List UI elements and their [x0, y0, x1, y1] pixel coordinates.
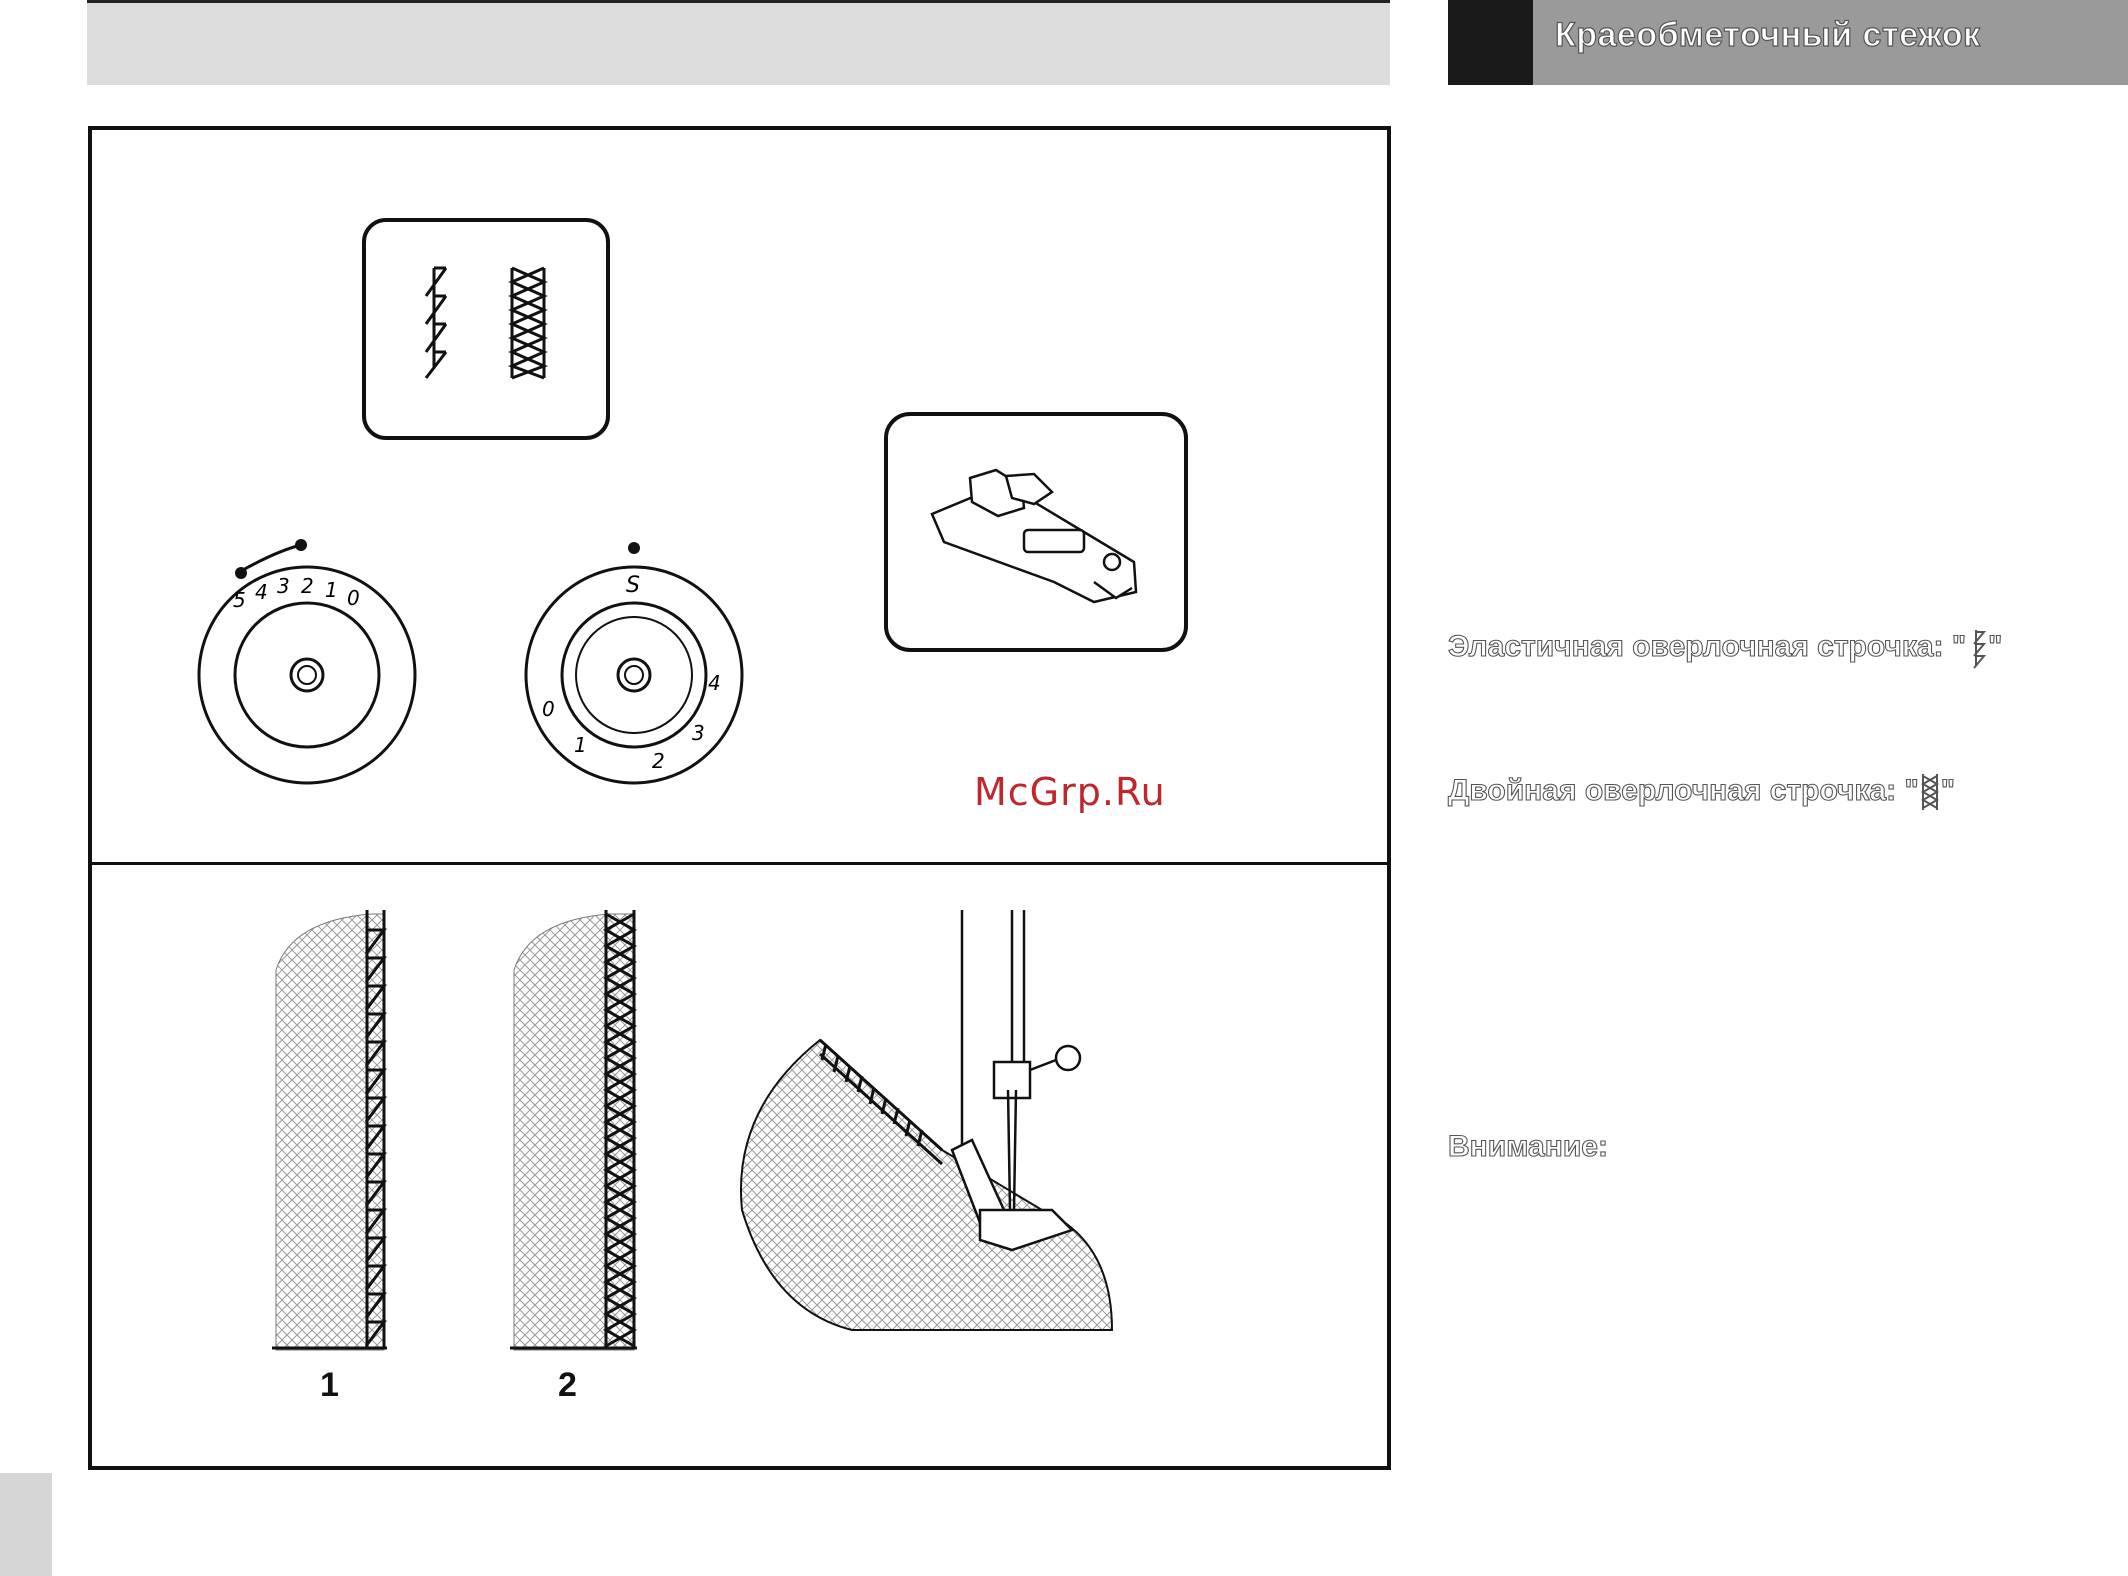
presser-foot-panel: [884, 412, 1188, 652]
double-overlock-label: Двойная оверлочная строчка: ": [1448, 773, 1919, 807]
length-dial-number: 0: [347, 586, 360, 610]
elastic-overlock-note: [1448, 628, 2002, 668]
header-accent-block: [1448, 0, 1533, 85]
width-dial-number: S: [626, 573, 640, 598]
width-dial-number: 3: [692, 721, 705, 745]
pattern-label-1: 1: [320, 1366, 339, 1404]
double-overlock-note: [1448, 772, 1955, 812]
page-side-tab: [0, 1473, 52, 1576]
double-overlock-close: ": [1940, 773, 1955, 807]
stitch-width-dial: [524, 540, 744, 795]
illustration-frame: [88, 126, 1391, 1470]
width-dial-number: 1: [574, 733, 587, 757]
sewing-foot-illustration: [712, 910, 1232, 1390]
double-overlock-icon: [1919, 772, 1941, 812]
width-dial-number: 4: [708, 671, 721, 695]
length-dial-number: 2: [301, 574, 314, 598]
figure-divider: [92, 862, 1387, 865]
pattern-label-2: 2: [558, 1366, 577, 1404]
elastic-overlock-close: ": [1988, 629, 2003, 663]
fabric-sample-2: [510, 910, 650, 1350]
elastic-overlock-icon: [1966, 628, 1988, 668]
length-dial-number: 4: [255, 580, 268, 604]
length-dial-number: 5: [233, 588, 246, 612]
stitch-symbol-panel: [362, 218, 610, 440]
attention-note: Внимание:: [1448, 1130, 1608, 1163]
width-dial-number: 0: [542, 697, 555, 721]
elastic-overlock-label: Эластичная оверлочная строчка: ": [1448, 629, 1967, 663]
watermark: McGrp.Ru: [974, 770, 1166, 814]
width-dial-number: 2: [652, 749, 665, 773]
stitch-length-dial: [197, 535, 417, 795]
length-dial-number: 1: [325, 578, 338, 602]
header-bar-left: [87, 0, 1390, 85]
page-title: Краеобметочный стежок: [1555, 16, 1981, 54]
length-dial-number: 3: [277, 574, 290, 598]
fabric-sample-1: [272, 910, 412, 1350]
